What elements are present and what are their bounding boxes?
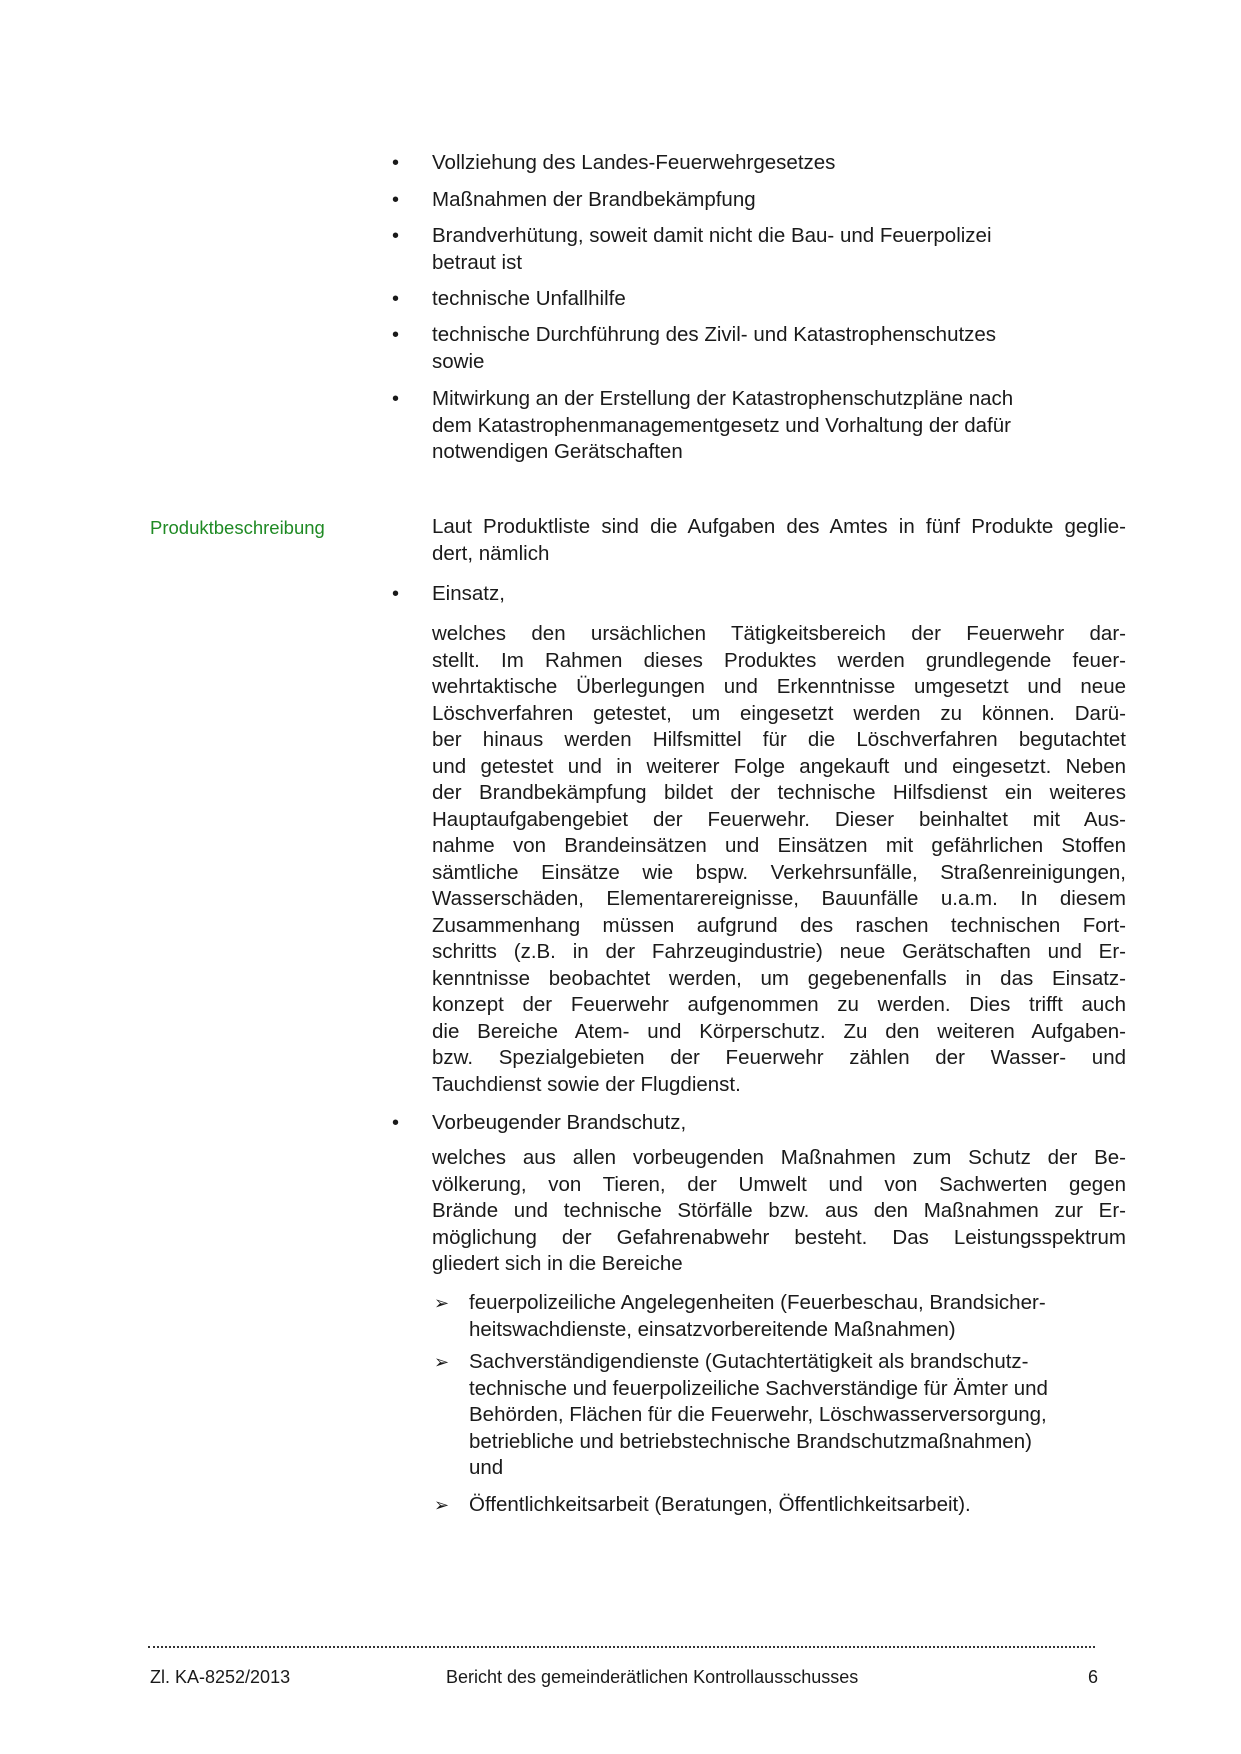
text-line: ber hinaus werden Hilfsmittel für die Löschverfahren begutachtet xyxy=(432,728,1126,751)
text-block xyxy=(432,514,1126,567)
text-line: betraut ist xyxy=(432,250,523,274)
product-title: Einsatz, xyxy=(432,582,505,605)
text-block xyxy=(432,223,1126,276)
text-line: betriebliche und betriebstechnische Brandschutzmaßnahmen) xyxy=(469,1429,1032,1453)
bullet-icon: • xyxy=(392,388,400,410)
text-line: Sachverständigendienste (Gutachtertätigkeit als brandschutz- xyxy=(469,1350,1029,1373)
text-block xyxy=(432,386,1126,466)
text-line: konzept der Feuerwehr aufgenommen zu werden. Dies trifft auch xyxy=(432,993,1126,1016)
text-line: nahme von Brandeinsätzen und Einsätzen mit gefährlichen Stoffen xyxy=(432,834,1126,857)
page-number: 6 xyxy=(1088,1667,1099,1687)
text-block xyxy=(469,1290,1129,1343)
text-line: gliedert sich in die Bereiche xyxy=(432,1252,683,1275)
text-line: Behörden, Flächen für die Feuerwehr, Löschwasserversorgung, xyxy=(469,1403,1047,1426)
text-line: Laut Produktliste sind die Aufgaben des Amtes in fünf Produkte geglie- xyxy=(432,515,1126,538)
text-line: und getestet und in weiterer Folge angekauft und eingesetzt. Neben xyxy=(432,754,1126,778)
text-line: Hauptaufgabengebiet der Feuerwehr. Dieser beinhaltet mit Aus- xyxy=(432,807,1126,831)
text-block xyxy=(432,286,1126,313)
bullet-icon: • xyxy=(392,225,400,247)
text-line: heitswachdienste, einsatzvorbereitende Maßnahmen) xyxy=(469,1317,956,1341)
text-line: Mitwirkung an der Erstellung der Katastrophenschutzpläne nach xyxy=(432,387,1014,410)
text-line: möglichung der Gefahrenabwehr besteht. Das Leistungsspektrum xyxy=(432,1225,1126,1249)
bullet-icon: • xyxy=(392,324,400,346)
bullet-icon: • xyxy=(392,288,400,310)
product-title: Vorbeugender Brandschutz, xyxy=(432,1111,687,1134)
text-line: schritts (z.B. in der Fahrzeugindustrie) neue Gerätschaften und Er- xyxy=(432,940,1126,963)
text-block xyxy=(432,1145,1126,1278)
text-block xyxy=(432,621,1126,1098)
footer-divider xyxy=(148,1646,1095,1648)
text-block xyxy=(469,1349,1129,1482)
text-block xyxy=(469,1492,1129,1519)
footer-title: Bericht des gemeinderätlichen Kontrollausschusses xyxy=(446,1667,859,1687)
text-line: sowie xyxy=(432,349,485,373)
text-line: dem Katastrophenmanagementgesetz und Vorhaltung der dafür xyxy=(432,413,1011,437)
text-block xyxy=(432,322,1126,375)
text-line: Löschverfahren getestet, um eingesetzt werden zu können. Darü- xyxy=(432,701,1126,725)
bullet-icon: • xyxy=(392,189,400,211)
bullet-icon: • xyxy=(392,152,400,174)
text-line: Maßnahmen der Brandbekämpfung xyxy=(432,188,756,211)
text-line: Tauchdienst sowie der Flugdienst. xyxy=(432,1072,741,1096)
text-line: kenntnisse beobachtet werden, um gegebenenfalls in das Einsatz- xyxy=(432,966,1126,990)
text-line: Öffentlichkeitsarbeit (Beratungen, Öffentlichkeitsarbeit). xyxy=(469,1493,971,1516)
text-line: und xyxy=(469,1456,504,1479)
bullet-icon: • xyxy=(392,1112,400,1134)
text-line: technische Unfallhilfe xyxy=(432,287,626,310)
text-line: welches den ursächlichen Tätigkeitsbereich der Feuerwehr dar- xyxy=(432,622,1126,645)
text-line: feuerpolizeiliche Angelegenheiten (Feuerbeschau, Brandsicher- xyxy=(469,1291,1046,1314)
text-line: bzw. Spezialgebieten der Feuerwehr zählen der Wasser- und xyxy=(432,1046,1126,1069)
text-line: völkerung, von Tieren, der Umwelt und von Sachwerten gegen xyxy=(432,1172,1126,1196)
text-line: notwendigen Gerätschaften xyxy=(432,440,683,463)
text-line: Wasserschäden, Elementarereignisse, Bauunfälle u.a.m. In diesem xyxy=(432,887,1126,910)
text-line: sämtliche Einsätze wie bspw. Verkehrsunfälle, Straßenreinigungen, xyxy=(432,860,1126,884)
text-line: technische Durchführung des Zivil- und Katastrophenschutzes xyxy=(432,323,997,346)
text-block xyxy=(432,150,1126,177)
section-label: Produktbeschreibung xyxy=(150,517,325,538)
text-line: Brände und technische Störfälle bzw. aus den Maßnahmen zur Er- xyxy=(432,1199,1126,1222)
footer-reference: Zl. KA-8252/2013 xyxy=(150,1667,291,1687)
bullet-icon: • xyxy=(392,583,400,605)
text-line: Vollziehung des Landes-Feuerwehrgesetzes xyxy=(432,151,836,174)
text-line: wehrtaktische Überlegungen und Erkenntnisse umgesetzt und neue xyxy=(432,675,1126,698)
arrow-bullet-icon: ➢ xyxy=(434,1293,450,1313)
text-line: welches aus allen vorbeugenden Maßnahmen zum Schutz der Be- xyxy=(432,1146,1126,1169)
arrow-bullet-icon: ➢ xyxy=(434,1495,450,1515)
text-line: die Bereiche Atem- und Körperschutz. Zu den weiteren Aufgaben- xyxy=(432,1019,1126,1043)
arrow-bullet-icon: ➢ xyxy=(434,1352,450,1372)
text-block xyxy=(432,187,1126,214)
text-line: stellt. Im Rahmen dieses Produktes werden grundlegende feuer- xyxy=(432,648,1126,672)
text-line: der Brandbekämpfung bildet der technische Hilfsdienst ein weiteres xyxy=(432,781,1126,804)
text-line: Brandverhütung, soweit damit nicht die Bau- und Feuerpolizei xyxy=(432,224,992,247)
text-line: dert, nämlich xyxy=(432,541,550,565)
text-line: technische und feuerpolizeiliche Sachverständige für Ämter und xyxy=(469,1376,1048,1400)
text-line: Zusammenhang müssen aufgrund des raschen technischen Fort- xyxy=(432,913,1126,937)
